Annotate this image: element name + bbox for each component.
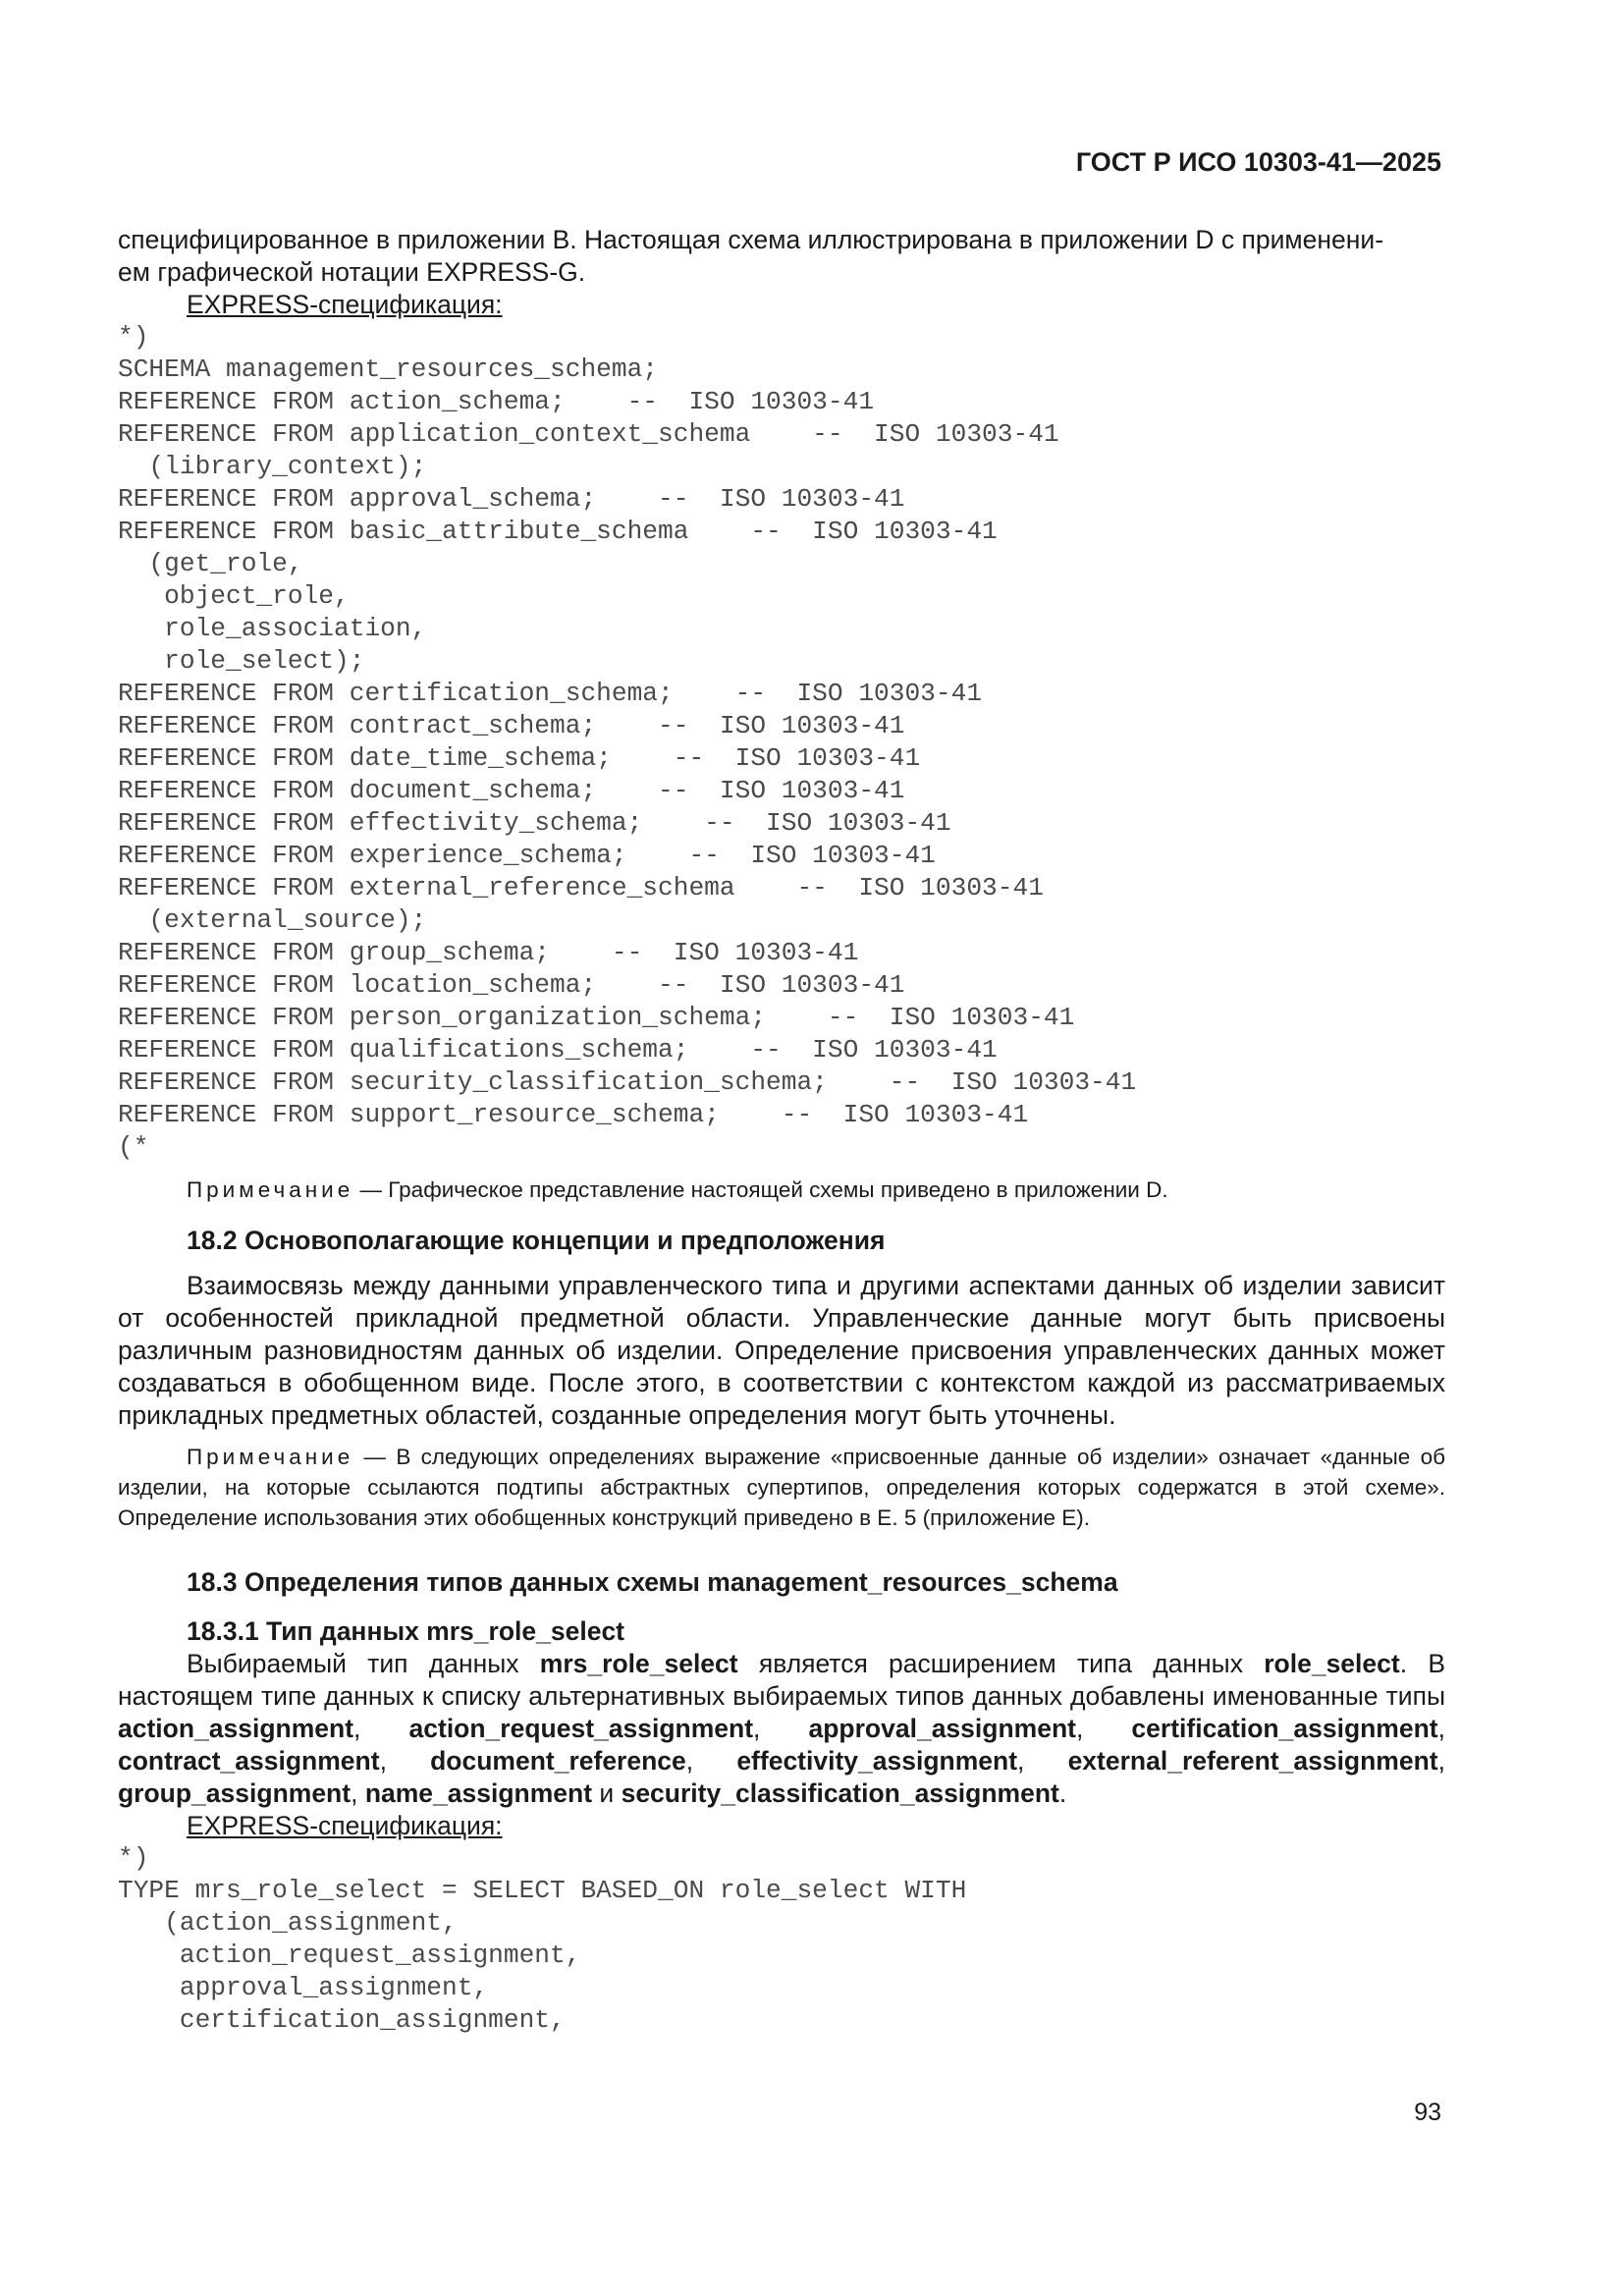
- schema-code-line: REFERENCE FROM experience_schema; -- ISO 10303-41: [118, 841, 936, 870]
- type-name: external_referent_assignment: [1067, 1746, 1438, 1776]
- list-separator: ,: [1017, 1746, 1068, 1776]
- page-content: [118, 224, 1445, 2037]
- schema-code-line: REFERENCE FROM person_organization_schema; -- ISO 10303-41: [118, 1003, 1075, 1032]
- section-18-2-heading: 18.2 Основополагающие концепции и предположения: [187, 1226, 886, 1255]
- schema-code-line: REFERENCE FROM date_time_schema; -- ISO 10303-41: [118, 743, 921, 773]
- list-separator: ,: [1075, 1714, 1132, 1743]
- section-18-3-1-paragraph: [118, 1648, 1445, 1810]
- section-18-3-1-heading: 18.3.1 Тип данных mrs_role_select: [187, 1616, 625, 1646]
- type-name: action_request_assignment: [408, 1714, 754, 1743]
- schema-code-line: (library_context);: [118, 452, 427, 481]
- note-dash: —: [353, 1177, 389, 1202]
- schema-code-line: REFERENCE FROM contract_schema; -- ISO 10303-41: [118, 711, 905, 740]
- schema-code-line: REFERENCE FROM location_schema; -- ISO 10303-41: [118, 970, 905, 1000]
- page-number: 93: [1414, 2099, 1441, 2126]
- schema-code-line: role_select);: [118, 646, 365, 676]
- list-separator: ,: [1437, 1714, 1445, 1743]
- type-list: [118, 1714, 1445, 1808]
- schema-code-block: [118, 321, 1445, 1164]
- type-name: security_classification_assignment: [621, 1778, 1059, 1808]
- schema-code-line: REFERENCE FROM action_schema; -- ISO 10303-41: [118, 387, 875, 416]
- schema-code-line: (*: [118, 1132, 149, 1162]
- paragraph-text: является расширением типа данных: [737, 1649, 1265, 1678]
- type-code-line: approval_assignment,: [118, 1973, 489, 2002]
- schema-code-line: REFERENCE FROM external_reference_schema -- ISO 10303-41: [118, 873, 1044, 902]
- type-name-mrs-role-select: mrs_role_select: [539, 1649, 738, 1678]
- list-conjunction: и: [592, 1778, 622, 1808]
- note-text: Графическое представление настоящей схемы приведено в приложении D.: [388, 1177, 1168, 1202]
- schema-code-line: (external_source);: [118, 905, 427, 935]
- schema-code-line: *): [118, 322, 149, 352]
- type-code-line: certification_assignment,: [118, 2005, 566, 2035]
- type-name: name_assignment: [364, 1778, 593, 1808]
- schema-code-line: (get_role,: [118, 549, 303, 578]
- type-name: effectivity_assignment: [736, 1746, 1018, 1776]
- list-separator: ,: [1437, 1746, 1445, 1776]
- schema-code-line: REFERENCE FROM document_schema; -- ISO 10303-41: [118, 776, 905, 805]
- type-name: action_assignment: [118, 1714, 354, 1743]
- intro-line-2: ем графической нотации EXPRESS-G.: [118, 257, 586, 287]
- type-name: contract_assignment: [118, 1746, 380, 1776]
- section-18-2-paragraph: Взаимосвязь между данными управленческого типа и другими аспектами данных об изделии зависит от особенностей прикладной предметной области. Управленческие данные могут быть присвоены различным разновидностям данных об изделии. Определение присвоения управленческих данных может создаваться в обобщенном виде. После этого, в соответствии с контекстом каждой из рассматриваемых прикладных предметных областей, созданные определения могут быть уточнены.: [118, 1271, 1445, 1430]
- schema-code-line: REFERENCE FROM approval_schema; -- ISO 10303-41: [118, 484, 905, 514]
- list-separator: ,: [685, 1746, 737, 1776]
- type-name: document_reference: [430, 1746, 686, 1776]
- type-code-line: *): [118, 1843, 149, 1873]
- schema-code-line: REFERENCE FROM certification_schema; -- ISO 10303-41: [118, 679, 983, 708]
- document-header: ГОСТ Р ИСО 10303-41—2025: [1075, 147, 1441, 177]
- schema-code-line: object_role,: [118, 581, 350, 611]
- paragraph-text: Выбираемый тип данных: [187, 1649, 540, 1678]
- schema-code-line: REFERENCE FROM application_context_schema -- ISO 10303-41: [118, 419, 1059, 449]
- type-name: group_assignment: [118, 1778, 352, 1808]
- schema-code-line: REFERENCE FROM basic_attribute_schema -- ISO 10303-41: [118, 517, 998, 546]
- type-code-line: TYPE mrs_role_select = SELECT BASED_ON role_select WITH: [118, 1876, 967, 1905]
- note-text: — В следующих определениях выражение «присвоенные данные об изделии» означает «данные об изделии, на которые ссылаются подтипы абстрактных супертипов, определения которых содержатся в этой схеме». Определение использования этих обобщенных конструкций приведено в E. 5 (приложение E).: [118, 1445, 1445, 1530]
- section-18-2-note: [118, 1442, 1445, 1533]
- express-spec-label: EXPRESS-спецификация:: [187, 290, 503, 319]
- note-label: Примечание: [187, 1445, 354, 1469]
- type-code-line: (action_assignment,: [118, 1908, 458, 1938]
- section-18-3-heading: 18.3 Определения типов данных схемы management_resources_schema: [187, 1567, 1118, 1597]
- type-name: certification_assignment: [1131, 1714, 1438, 1743]
- list-separator: ,: [753, 1714, 809, 1743]
- schema-code-line: REFERENCE FROM qualifications_schema; -- ISO 10303-41: [118, 1035, 998, 1065]
- schema-code-line: SCHEMA management_resources_schema;: [118, 355, 659, 384]
- schema-code-line: REFERENCE FROM effectivity_schema; -- ISO 10303-41: [118, 808, 951, 838]
- schema-code-line: REFERENCE FROM support_resource_schema; -- ISO 10303-41: [118, 1100, 1029, 1129]
- schema-code-line: REFERENCE FROM group_schema; -- ISO 10303-41: [118, 938, 859, 967]
- note-label: Примечание: [187, 1177, 354, 1202]
- note-graphic-representation: [187, 1175, 1445, 1205]
- list-separator: ,: [353, 1714, 409, 1743]
- schema-code-line: role_association,: [118, 614, 427, 643]
- paragraph-text: . В настоящем типе данных к списку альтернативных выбираемых типов данных добавлены именованные типы: [118, 1649, 1445, 1711]
- paragraph-end: .: [1058, 1778, 1067, 1808]
- schema-code-line: REFERENCE FROM security_classification_schema; -- ISO 10303-41: [118, 1067, 1137, 1097]
- type-code-line: action_request_assignment,: [118, 1941, 581, 1970]
- list-separator: ,: [351, 1778, 365, 1808]
- type-name: approval_assignment: [808, 1714, 1076, 1743]
- list-separator: ,: [379, 1746, 431, 1776]
- express-spec-label-2: EXPRESS-спецификация:: [187, 1811, 503, 1840]
- type-code-block: [118, 1842, 1445, 2037]
- type-name-role-select: role_select: [1264, 1649, 1400, 1678]
- intro-line-1: специфицированное в приложении B. Настоящая схема иллюстрирована в приложении D с применени-: [118, 225, 1384, 254]
